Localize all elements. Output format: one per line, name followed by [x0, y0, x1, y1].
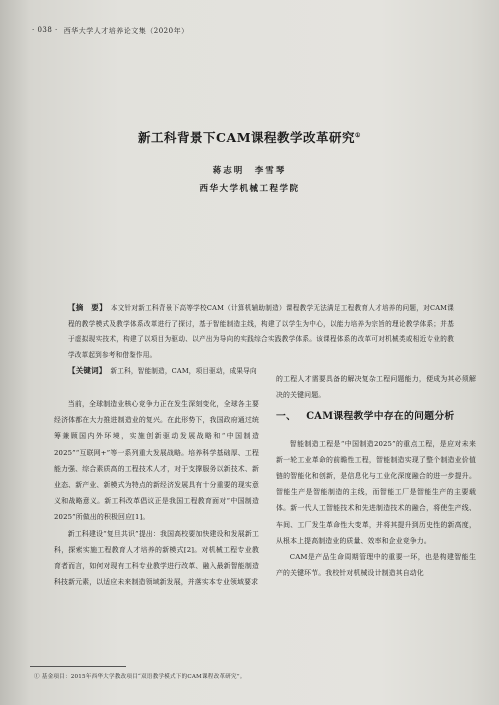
authors: 蒋志明 李雪琴 [212, 166, 287, 176]
body-paragraph: 新工科建设“复旦共识”提出：我国高校要加快建设和发展新工科，探索实施工程教育人才培养的新模式[2]。对机械工程专业教育者而言，如何对现有工科专业教学进行改革、融入最新智能制造科技新元素，以适应未来制造领域新发展，并落实本专业领域要求 [54, 529, 259, 587]
running-header [32, 26, 189, 36]
abstract-label: 【摘 要】 [68, 303, 107, 312]
abstract [68, 300, 454, 380]
body-paragraph-continued: 的工程人才需要具备的解决复杂工程问题能力，便成为其必须解决的关键问题。 [276, 375, 476, 400]
paper-title-text: 新工科背景下CAM课程教学改革研究 [138, 130, 356, 145]
abstract-paragraph [68, 300, 454, 363]
section-heading [276, 409, 476, 425]
body-paragraph: 智能制造工程是“中国制造2025”的重点工程，是应对未来新一轮工业革命的前瞻性工程，智能制造实现了整个制造业价值链的智能化和创新，是信息化与工业化深度融合的进一步提升。智能生产是智能制造的主线，而智能工厂是智能生产的主要载体。新一代人工智能技术和先进制造技术的融合，将使生产线、车间、工厂发生革命性大变革，并将其提升到历史性的新高度，从根本上提高制造业的质量、效率和企业竞争力。 [276, 439, 476, 545]
footnote-marker: ① [34, 674, 40, 680]
body-paragraph: 当前，全球制造业核心竞争力正在发生深刻变化，全球各主要经济体都在大力推进制造业的复兴。在此形势下，我国政府通过统筹兼顾国内外环境，实施创新驱动发展战略和“中国制造2025”“互联网+”等一系列重大发展战略。培养科学基础厚、工程能力强、综合素质高的工程技术人才，对于支撑服务以新技术、新业态、新产业、新模式为特点的新经济发展具有十分重要的现实意义和战略意义。新工科改革倡议正是我国工程教育面对“中国制造2025”所做出的积极回应[1]。 [54, 400, 259, 522]
keywords-text: 新工科，智能制造，CAM，项目驱动，成果导向 [110, 367, 257, 375]
journal-name: 西华大学人才培养论文集（2020年） [63, 27, 189, 35]
section-number: 一、 [276, 411, 297, 423]
footnote-rule [30, 666, 126, 667]
page-number: · 038 · [32, 26, 58, 34]
title-block [0, 128, 499, 194]
footnote-text: 基金项目：2015年西华大学教改项目“双语教学模式下的CAM课程改革研究”。 [41, 674, 246, 680]
keywords-label: 【关键词】 [68, 366, 107, 375]
body-paragraph: CAM是产品生命周期管理中的重要一环，也是构建智能生产的关键环节。我校针对机械设计制造其自动化 [276, 553, 476, 578]
body-column-left [54, 396, 259, 590]
affiliation: 西华大学机械工程学院 [199, 184, 300, 194]
title-footnote-marker: ① [355, 131, 361, 139]
section-title: CAM课程教学中存在的问题分析 [306, 411, 455, 423]
abstract-text: 本文针对新工科背景下高等学校CAM（计算机辅助制造）课程教学无法满足工程教育人才培养的问题，对CAM课程的教学模式及教学体系改革进行了探讨，基于智能制造主线，构建了以学生为中心，以能力培养为宗旨的理论教学体系；并基于虚拟现实技术，构建了以项目为驱动、以产出为导向的实践综合实践教学体系。该课程体系的改革可对机械类或相近专业的教学改革起到参考和借鉴作用。 [68, 304, 454, 359]
body-column-right [276, 371, 476, 581]
footnote [34, 672, 246, 680]
paper-title [0, 128, 499, 146]
